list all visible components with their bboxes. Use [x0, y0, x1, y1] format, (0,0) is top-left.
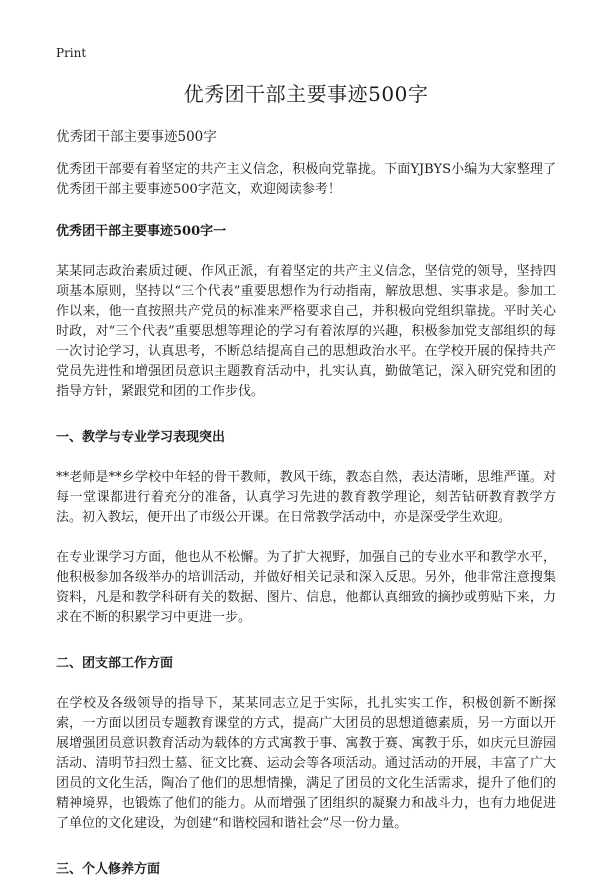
section-main-body: 某某同志政治素质过硬、作风正派，有着坚定的共产主义信念，坚信党的领导，坚持四项基本原则，坚持以“三个代表”重要思想作为行动指南，解放思想、实事求是。参加工作以来，他一直按照共产党员的标准来严格要求自己，并积极向党组织靠拢。平时关心时政，对“三个代表”重要思想等理论的学习有着浓厚的兴趣，积极参加党支部组织的每一次讨论学习，认真思考，不断总结提高自己的思想政治水平。在学校开展的保持共产党员先进性和增强团员意识主题教育活动中，扎实认真，勤做笔记，深入研究党和团的指导方针，紧跟党和团的工作步伐。: [56, 264, 556, 399]
section-2-heading: 二、团支部工作方面: [56, 656, 174, 671]
section-2-paragraph-1: 在学校及各级领导的指导下，某某同志立足于实际，扎扎实实工作，积极创新不断探索，一方面以团员专题教育课堂的方式，提高广大团员的思想道德素质，另一方面以开展增强团员意识教育活动为载体的方式寓教于事、寓教于赛、寓教于乐，如庆元旦游园活动、清明节扫烈士墓、征文比赛、运动会等各项活动。通过活动的开展，丰富了广大团员的文化生活，陶冶了他们的思想情操，满足了团员的文化生活需求，提升了他们的精神境界，也锻炼了他们的能力。从而增强了团组织的凝聚力和战斗力，也有力地促进了单位的文化建设，为创建“和谐校园和谐社会”尽一份力量。: [56, 696, 556, 831]
page-title: 优秀团干部主要事迹500字: [183, 82, 429, 106]
section-1-heading: 一、教学与专业学习表现突出: [56, 430, 226, 445]
section-1-paragraph-2: 在专业课学习方面，他也从不松懈。为了扩大视野，加强自己的专业水平和教学水平，他积极参加各级举办的培训活动，并做好相关记录和深入反思。另外，他非常注意搜集资料，凡是和教学科研有关的数据、图片、信息，他都认真细致的摘抄或剪贴下来，力求在不断的积累学习中更进一步。: [56, 550, 556, 625]
section-1-paragraph-1: **老师是**乡学校中年轻的骨干教师，教风干练，教态自然，表达清晰，思维严谨。对每一堂课都进行着充分的准备，认真学习先进的教育教学理论，刻苦钻研教育教学方法。初入教坛，便开出了市级公开课。在日常教学活动中，亦是深受学生欢迎。: [56, 470, 556, 525]
document-subtitle: 优秀团干部主要事迹500字: [56, 129, 217, 145]
intro-paragraph: 优秀团干部要有着坚定的共产主义信念，积极向党靠拢。下面YJBYS小编为大家整理了优秀团干部主要事迹500字范文，欢迎阅读参考！: [56, 162, 556, 197]
print-label[interactable]: Print: [56, 46, 87, 60]
section-3-heading: 三、个人修养方面: [56, 862, 161, 877]
section-main-heading: 优秀团干部主要事迹500字一: [56, 224, 227, 239]
